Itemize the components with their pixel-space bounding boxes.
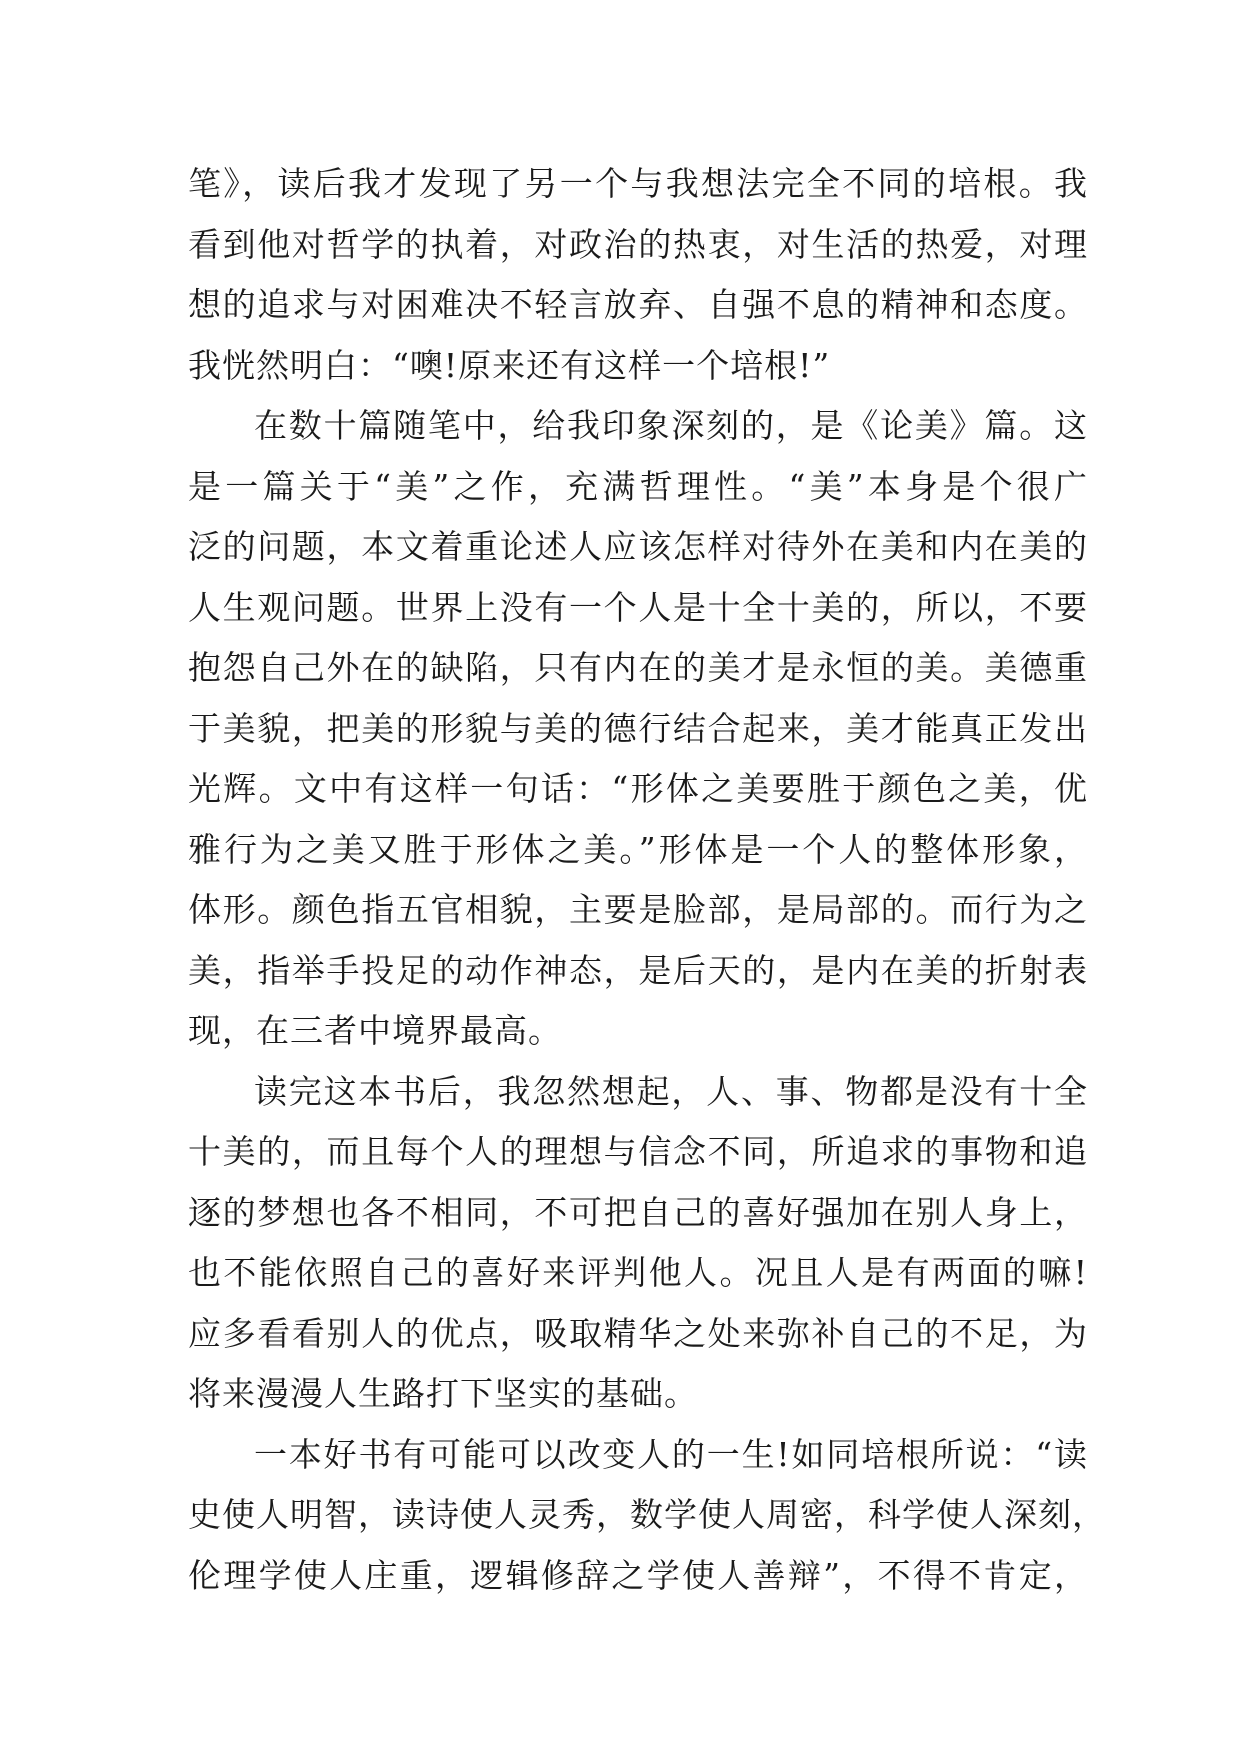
text-line: 雅行为之美又胜于形体之美。”形体是一个人的整体形象， — [188, 829, 1088, 869]
text-line: 伦理学使人庄重，逻辑修辞之学使人善辩”，不得不肯定， — [188, 1555, 1088, 1595]
paragraph-start-line: 读完这本书后，我忽然想起，人、事、物都是没有十全 — [254, 1071, 1088, 1111]
text-line: 想的追求与对困难决不轻言放弃、自强不息的精神和态度。 — [188, 285, 1088, 324]
text-line: 看到他对哲学的执着，对政治的热衷，对生活的热爱，对理 — [188, 224, 1088, 264]
paragraph-start-line: 在数十篇随笔中，给我印象深刻的，是《论美》篇。这 — [254, 406, 1088, 445]
text-line: 是一篇关于“美”之作，充满哲理性。“美”本身是个很广 — [188, 466, 1088, 506]
text-line: 我恍然明白：“噢!原来还有这样一个培根!” — [188, 345, 831, 385]
text-line: 逐的梦想也各不相同，不可把自己的喜好强加在别人身上， — [188, 1192, 1088, 1232]
text-line: 抱怨自己外在的缺陷，只有内在的美才是永恒的美。美德重 — [188, 648, 1088, 687]
text-line: 于美貌，把美的形貌与美的德行结合起来，美才能真正发出 — [188, 708, 1088, 748]
text-line: 人生观问题。世界上没有一个人是十全十美的，所以，不要 — [188, 587, 1088, 627]
text-line: 将来漫漫人生路打下坚实的基础。 — [188, 1374, 698, 1413]
body-text — [188, 154, 1106, 1606]
text-line: 史使人明智，读诗使人灵秀，数学使人周密，科学使人深刻， — [188, 1495, 1106, 1534]
text-line: 光辉。文中有这样一句话：“形体之美要胜于颜色之美，优 — [188, 769, 1088, 808]
text-line: 美，指举手投足的动作神态，是后天的，是内在美的折射表 — [188, 950, 1088, 990]
text-line: 十美的，而且每个人的理想与信念不同，所追求的事物和追 — [188, 1132, 1088, 1171]
text-line: 泛的问题，本文着重论述人应该怎样对待外在美和内在美的 — [188, 527, 1088, 566]
text-line: 笔》，读后我才发现了另一个与我想法完全不同的培根。我 — [188, 164, 1088, 203]
text-line: 应多看看别人的优点，吸取精华之处来弥补自己的不足，为 — [188, 1313, 1088, 1353]
paragraph-start-line: 一本好书有可能可以改变人的一生!如同培根所说：“读 — [254, 1434, 1088, 1474]
text-line: 现，在三者中境界最高。 — [188, 1011, 562, 1050]
text-line: 体形。颜色指五官相貌，主要是脸部，是局部的。而行为之 — [188, 890, 1088, 929]
text-line: 也不能依照自己的喜好来评判他人。况且人是有两面的嘛! — [188, 1253, 1088, 1292]
